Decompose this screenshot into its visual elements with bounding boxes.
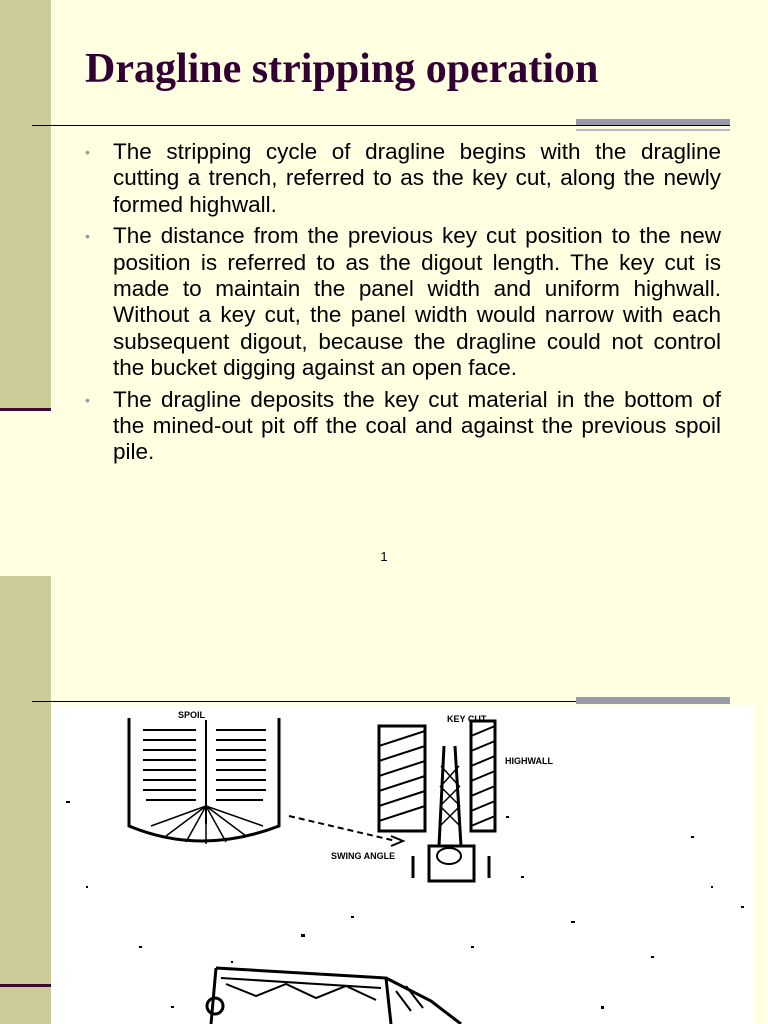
left-sidebar-bottom xyxy=(0,576,51,1024)
title-divider xyxy=(32,125,730,126)
left-sidebar-mark-bottom xyxy=(0,984,51,987)
left-sidebar-top xyxy=(0,0,51,410)
bullet-item xyxy=(85,139,721,218)
bullet-icon: • xyxy=(85,228,90,245)
bullet-list xyxy=(85,139,721,471)
bullet-item xyxy=(85,387,721,466)
key-cut-label: KEY CUT xyxy=(447,714,487,724)
bullet-text: The distance from the previous key cut position to the new position is referred to as the digout length. The key cut is made to maintain the panel width and uniform highwall. Without a key cut, the panel width would narrow with each subsequent digout, because the dragline could not control the bucket digging against an open face. xyxy=(113,223,721,381)
spoil-pile-drawing xyxy=(129,718,279,844)
dragline-sketch xyxy=(51,706,754,1024)
highwall-label: HIGHWALL xyxy=(505,756,553,766)
dragline-house-drawing xyxy=(207,968,461,1024)
second-slide-accent-bar xyxy=(576,697,730,704)
dragline-figure xyxy=(51,706,754,1024)
bullet-text: The stripping cycle of dragline begins with the dragline cutting a trench, referred to as the key cut, along the newly formed highwall. xyxy=(113,139,721,217)
bullet-item xyxy=(85,223,721,381)
title-accent-bar-thin xyxy=(576,129,730,131)
bullet-icon: • xyxy=(85,391,90,408)
spoil-label: SPOIL xyxy=(178,710,206,720)
left-sidebar-mark-top xyxy=(0,408,51,411)
bullet-icon: • xyxy=(85,144,90,160)
swing-angle-label: SWING ANGLE xyxy=(331,851,396,861)
slide-title: Dragline stripping operation xyxy=(85,46,599,92)
bullet-text: The dragline deposits the key cut material in the bottom of the mined-out pit off the coal and against the previous spoil pile. xyxy=(113,386,721,465)
page-number: 1 xyxy=(380,549,388,564)
